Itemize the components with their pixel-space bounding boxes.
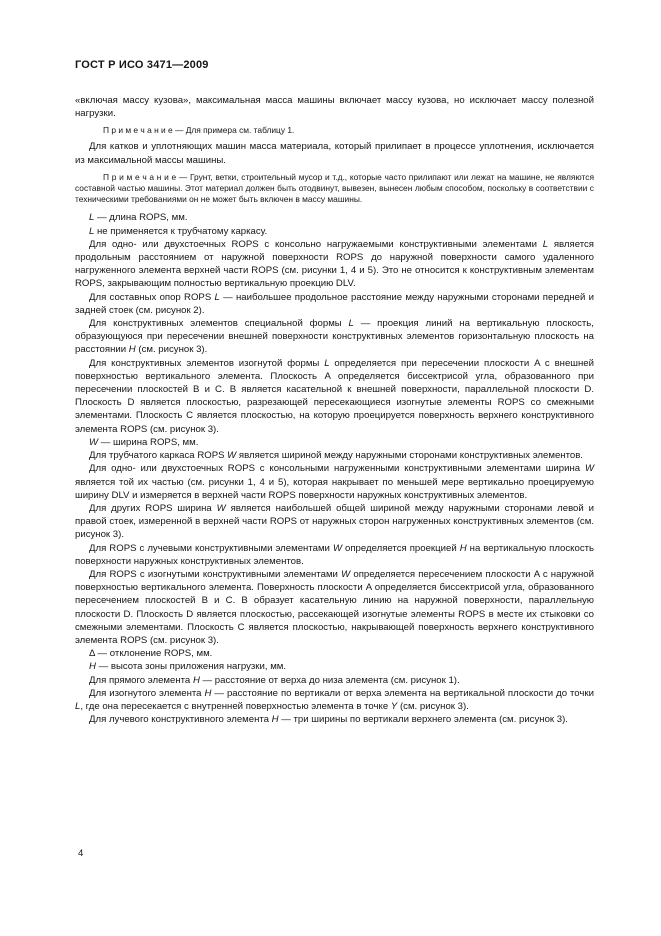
paragraph: Δ — отклонение ROPS, мм. [89, 648, 213, 660]
paragraph: L — длина ROPS, мм. [89, 212, 188, 224]
paragraph: Для прямого элемента H — расстояние от верха до низа элемента (см. рисунок 1). [89, 674, 460, 686]
paragraph: Для конструктивных элементов специальной формы L — проекция линий на вертикальную плоскость, образующуюся при пересечении внешней поверхности конструктивных элементов горизонтальную плоскость на расстоянии H (см. рисунок 3). [75, 318, 594, 356]
paragraph: Для изогнутого элемента H — расстояние по вертикали от верха элемента на вертикальной плоскости до точки L, где она пересекается с внутренней поверхностью элемента в точке Y (см. рисунок 3). [75, 687, 594, 712]
paragraph: Для катков и уплотняющих машин масса материала, который прилипает в процессе уплотнения, исключается из максимальной массы машины. [75, 141, 594, 166]
paragraph: Для трубчатого каркаса ROPS W является шириной между наружными сторонами конструктивных элементов. [89, 450, 583, 462]
paragraph: «включая массу кузова», максимальная масса машины включает массу кузова, но исключает массу полезной нагрузки. [75, 95, 594, 120]
paragraph: H — высота зоны приложения нагрузки, мм. [89, 661, 287, 673]
paragraph: Для одно- или двухстоечных ROPS с консольными нагруженными конструктивными элементами ширина W является той их частью (см. рисунки 1, 4 и 5), которая накрывает по меньшей мере вертикально проецируемую ширину DLV и измеряется в верхней части ROPS поверхности наружных конструктивных элементов. [75, 463, 594, 501]
paragraph: Для других ROPS ширина W является наибольшей общей шириной между наружными сторонами левой и правой стоек, измеренной в верхней части ROPS от наружных сторон нагруженных конструктивных элементов (см. рисунок 3). [75, 502, 594, 541]
paragraph: L не применяется к трубчатому каркасу. [89, 225, 268, 237]
document-body [75, 94, 594, 726]
document-header: ГОСТ Р ИСО 3471—2009 [75, 59, 209, 71]
paragraph: Для одно- или двухстоечных ROPS с консольно нагружаемыми конструктивными элементами L является продольным расстоянием от наружной поверхности ROPS до наружной поверхности самого удаленного нагруженного элемента верхней части ROPS (см. рисунки 1, 4 и 5). Это не относится к конструктивным элементам ROPS, закрывающим полностью вертикальную проекцию DLV. [75, 238, 595, 290]
paragraph: Для конструктивных элементов изогнутой формы L определяется при пересечении плоскости A с внешней поверхностью вертикального элемента. Плоскость A определяется биссектрисой угла, образованного при пересечении плоскостей B и C. B является касательной к внешней поверхности, параллельной плоскости D. Плоскость D является плоскостью, разрезающей пересекающиеся изогнутые элементы ROPS со смежными элементами. Плоскость C является плоскостью, на которую проецируется поверхность верхнего конструктивного элемента ROPS (см. рисунок 3). [75, 357, 594, 435]
page-number: 4 [78, 848, 84, 859]
note-paragraph: П р и м е ч а н и е — Грунт, ветки, строительный мусор и т.д., которые часто прилипают или лежат на машине, не являются составной частью машины. Этот материал должен быть отодвинут, вывезен, вынесен любым способом, поскольку в соответствии с техническими требованиями он не может быть включен в массу машины. [75, 171, 594, 204]
paragraph: Для ROPS с лучевыми конструктивными элементами W определяется проекцией H на вертикальную плоскость поверхности наружных конструктивных элементов. [75, 542, 595, 567]
paragraph: W — ширина ROPS, мм. [89, 436, 199, 448]
paragraph: Для ROPS с изогнутыми конструктивными элементами W определяется пересечением плоскости A с наружной поверхностью вертикального элемента. Поверхность плоскости A определяется биссектрисой угла, образованного пересечением плоскостей B и C. B образует касательную линию на наружной поверхности, параллельную плоскости D. Плоскость D является плоскостью, рассекающей изогнутые элементы ROPS в месте их стыковки со смежными элементами. Плоскость C является плоскостью, накрывающей поверхность верхнего конструктивного элемента ROPS (см. рисунок 3). [75, 568, 594, 646]
note-paragraph: П р и м е ч а н и е — Для примера см. таблицу 1. [103, 125, 295, 136]
paragraph: Для лучевого конструктивного элемента H — три ширины по вертикали верхнего элемента (см. рисунок 3). [89, 714, 568, 726]
paragraph: Для составных опор ROPS L — наибольшее продольное расстояние между наружными сторонами передней и задней стоек (см. рисунок 2). [75, 291, 595, 316]
